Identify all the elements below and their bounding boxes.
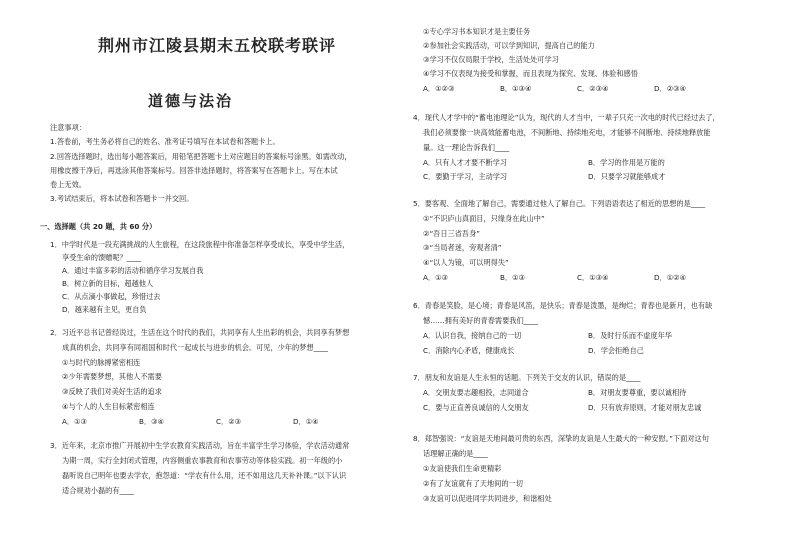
q4-option-b: B．学习的作用是万能的	[588, 158, 665, 167]
q2-item: ①与时代的脉搏紧密相连	[62, 358, 141, 367]
q2-choice-c: C．②③	[216, 417, 242, 426]
q4-stem: 我们必须要像一块高效能蓄电池，不间断地、持续地充电，才能够不间断地、持续地释放能	[423, 128, 711, 137]
q5-choice-d: D．①②④	[654, 273, 687, 282]
q5-item: ③“当局者迷，旁观者清”	[423, 243, 502, 252]
q3-choice-a: A．①②③	[423, 84, 455, 93]
q3-item: ①专心学习书本知识才是主要任务	[423, 27, 531, 36]
q5-item: ④“以人为镜，可以明得失”	[423, 258, 509, 267]
q1-option: A．通过丰富多彩的活动和循序学习发展自我	[62, 266, 204, 275]
notice-heading: 注意事项：	[50, 123, 86, 132]
q5-item: ②“吾日三省吾身”	[423, 229, 481, 238]
q5-choice-c: C．①③④	[577, 273, 609, 282]
q6-options-row1	[423, 330, 753, 341]
q2-item: ③反映了我们对美好生活的追求	[62, 387, 162, 396]
q8-item: ②有了友谊就有了天地间的一切	[423, 479, 523, 488]
q8-stem: 话理解正确的是____	[423, 449, 488, 458]
q7-option-a: A．交朋友要志趣相投，志同道合	[423, 388, 529, 397]
q3-stem: 磊听说自己明年也要去学农，抱怨道：“学农有什么用，还不如用这几天补补课。”以下认识	[62, 471, 347, 480]
q3-choice-c: C．②③④	[577, 84, 609, 93]
q5-choice-a: A．①③	[423, 273, 448, 282]
q3-stem: 为期一周，实行全封闭式管理，内容侧重农事教育和农事劳动等体验实践。初一年级的小	[62, 456, 343, 465]
q3-stem: 3．近年来，北京市推广开展初中生学农教育实践活动，旨在丰富学生学习体验，学农活动通常	[50, 441, 350, 450]
q4-stem: 量。这一理论告诉我们____	[423, 143, 510, 152]
q8-stem: 8．郑智强说：“友谊是天地间最可贵的东西，深挚的友谊是人生最大的一种安慰。”下面对这句	[413, 434, 709, 443]
q5-choices	[423, 272, 733, 283]
q2-choice-b: B．③④	[139, 417, 165, 426]
q4-option-d: D．只要学习就能够成才	[588, 172, 666, 181]
q1-stem: 1．中学时代是一段充满挑战的人生旅程，在这段旅程中你准备怎样享受成长，享受中学生活，	[50, 240, 350, 249]
q1-option: D．越来越有主见，更自负	[62, 305, 147, 314]
q4-options-row1	[423, 157, 753, 168]
q5-choice-b: B．①③	[500, 273, 526, 282]
q6-option-b: B．及时行乐而不虚度年华	[588, 331, 672, 340]
q4-stem: 4．现代人才学中的“蓄电池理论”认为，现代的人才当中，一辈子只充一次电的时代已经过去了，	[413, 113, 720, 122]
q2-choice-d: D．①④	[293, 417, 319, 426]
q6-stem: 6．青春是笑脸，是心境；青春是风笛，是快乐；青春是泼墨，是绚烂；青春也是新月，也有缺	[413, 301, 713, 310]
q3-stem: 适合规劝小磊的有____	[62, 486, 134, 495]
q7-option-d: D．只有放弃原则，才能对朋友忠诚	[588, 403, 702, 412]
q2-stem: 2．习近平总书记曾经说过，生活在这个时代的我们，共同享有人生出彩的机会，共同享有梦想	[50, 328, 350, 337]
q4-option-c: C．要勤于学习，主动学习	[423, 172, 508, 181]
q6-option-a: A．认识自我，接纳自己的一切	[423, 331, 522, 340]
exam-title: 荆州市江陵县期末五校联考联评	[98, 36, 337, 55]
q2-stem: 成真的机会，共同享有同祖国和时代一起成长与进步的机会。可见，少年的梦想____	[62, 343, 328, 352]
q6-option-d: D．学会拒绝自己	[588, 346, 644, 355]
q2-choice-a: A．①③	[62, 417, 87, 426]
q2-choices	[62, 416, 372, 427]
q2-item: ④与个人的人生目标紧密相连	[62, 402, 155, 411]
notice-line: 用橡皮擦干净后，再选涂其他答案标号。回答非选择题时，将答案写在答题卡上。写在本试	[50, 166, 338, 175]
q3-choice-b: B．①③④	[500, 84, 532, 93]
q2-item: ②少年需要梦想，其他人不需要	[62, 372, 162, 381]
q7-option-c: C．要与正直善良诚信的人交朋友	[423, 403, 529, 412]
q7-option-b: B．对朋友要尊重，要以诚相待	[588, 388, 687, 397]
q3-choices	[423, 83, 733, 94]
section-heading: 一、选择题（共 20 题，共 60 分）	[40, 222, 157, 231]
notice-line: 卷上无效。	[50, 180, 86, 189]
q1-option: B．树立新的目标，超越他人	[62, 279, 154, 288]
q8-item: ③友谊可以促进同学共同进步，和谐相处	[423, 494, 552, 503]
q7-options-row1	[423, 387, 753, 398]
q4-option-a: A．只有人才才要不断学习	[423, 158, 507, 167]
q5-stem: 5．要客观、全面地了解自己，需要通过他人了解自己。下列语语表达了相近的思想的是____	[413, 199, 706, 208]
q6-options-row2	[423, 345, 753, 356]
q3-item: ②参加社会实践活动，可以学到知识，提高自己的能力	[423, 41, 595, 50]
q4-options-row2	[423, 171, 753, 182]
q7-options-row2	[423, 402, 753, 413]
q1-option: C．从点滴小事做起，珍惜过去	[62, 292, 161, 301]
notice-line: 2.回答选择题时，选出每小题答案后，用铅笔把答题卡上对应题目的答案标号涂黑。如需改动，	[50, 152, 352, 161]
q3-item: ③学习不仅仅局限于学校，生活处处可学习	[423, 55, 559, 64]
notice-line: 3.考试结束后，将本试卷和答题卡一并交回。	[50, 194, 194, 203]
notice-line: 1.答卷前，考生务必将自己的姓名、准考证号填写在本试卷和答题卡上。	[50, 137, 280, 146]
q6-stem: 憾……拥有美好的青春需要我们____	[423, 316, 539, 325]
q6-option-c: C．消除内心矛盾，健康成长	[423, 346, 515, 355]
q5-item: ①“不识庐山真面目，只缘身在此山中”	[423, 214, 545, 223]
q1-stem: 享受生命的馈赠呢？____	[62, 253, 142, 262]
q8-item: ①友谊使我们生命更精彩	[423, 464, 502, 473]
exam-subtitle: 道德与法治	[148, 92, 234, 110]
q3-item: ④学习不仅表现为接受和掌握，而且表现为探究、发现、体验和感悟	[423, 69, 638, 78]
q7-stem: 7．朋友和友谊是人生永恒的话题。下列关于交友的认识，错误的是____	[413, 373, 641, 382]
q3-choice-d: D．②③④	[654, 84, 687, 93]
